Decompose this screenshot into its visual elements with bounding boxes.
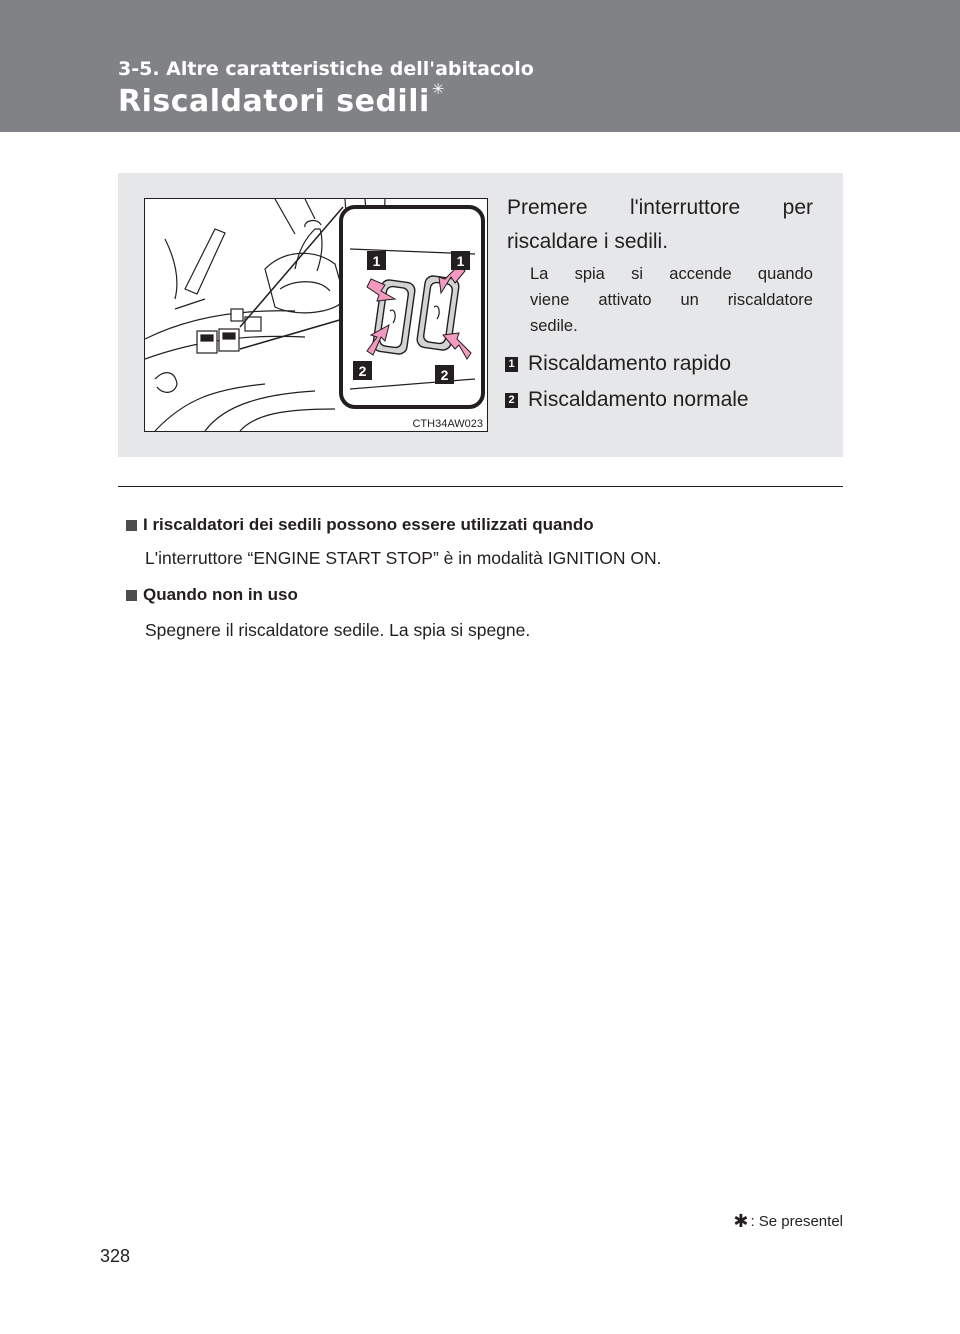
note-word: La [530,265,549,283]
note-word: accende [669,265,732,283]
item-body-not-in-use: Spegnere il riscaldatore sedile. La spia si spegne. [145,620,531,640]
page-title [118,80,445,119]
title-text: Riscaldatori sedili [118,84,430,119]
note-word: attivato [598,291,652,309]
legend-item-rapid [505,352,731,376]
item-heading-text: I riscaldatori dei sedili possono essere utilizzati quando [143,515,594,534]
note-word: riscaldatore [727,291,813,309]
callout-label: 2 [358,363,367,379]
section-divider [118,486,843,487]
bullet-square-icon [126,520,137,531]
legend-label: Riscaldamento rapido [528,352,732,375]
note-line [530,287,813,313]
instruction-line [507,191,813,225]
note-word: un [680,291,699,309]
instruction-word: Premere [507,196,588,219]
item-heading-text: Quando non in uso [143,585,298,604]
note-word: quando [757,265,813,283]
legend-label: Riscaldamento normale [528,388,749,411]
illustration-panel [118,173,843,457]
legend-number: 2 [505,393,518,408]
bullet-square-icon [126,590,137,601]
footnote-text: : Se presentel [750,1213,843,1230]
instruction-word: l'interruttore [629,196,741,219]
note-line: sedile. [530,317,578,335]
instruction-word: per [782,196,813,219]
section-label: 3-5. Altre caratteristiche dell'abitacolo [118,58,534,80]
item-heading-usage [126,515,594,535]
callout-label: 2 [440,367,449,383]
page-number: 328 [100,1246,131,1266]
callout-label: 1 [456,253,465,269]
item-heading-not-in-use [126,585,298,605]
seat-heater-illustration [144,198,488,432]
asterisk-icon: ✱ [733,1211,749,1231]
instruction-text [507,191,813,259]
item-body-usage: L'interruttore “ENGINE START STOP” è in modalità IGNITION ON. [145,548,662,568]
figure-code: CTH34AW023 [412,418,483,430]
console-drawing [145,199,487,431]
note-word: viene [530,291,570,309]
indicator-note [530,261,813,339]
optional-mark: ✳ [431,80,445,98]
note-line [530,261,813,287]
legend-item-normal [505,388,749,412]
instruction-line: riscaldare i sedili. [507,230,669,253]
page-header [0,0,960,132]
note-word: spia [574,265,605,283]
note-word: si [631,265,644,283]
callout-label: 1 [372,253,381,269]
footnote [733,1211,843,1232]
legend-number: 1 [505,357,518,372]
